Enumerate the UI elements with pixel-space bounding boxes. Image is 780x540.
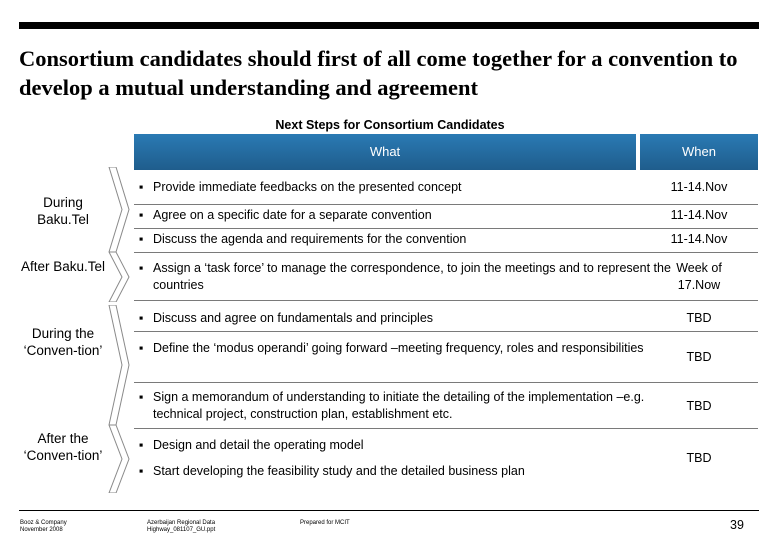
item-text: Discuss the agenda and requirements for the convention <box>153 232 467 246</box>
footer-rule <box>19 510 759 511</box>
table-subtitle: Next Steps for Consortium Candidates <box>275 118 505 132</box>
phase-label-after-convention: After the ‘Conven-tion’ <box>23 431 103 463</box>
bullet-icon: ▪ <box>139 341 144 355</box>
when-value: 11-14.Nov <box>670 208 728 222</box>
header-what <box>134 134 636 170</box>
item-text: Sign a memorandum of understanding to initiate the detailing of the implementation –e.g. technical project, construction plan, establishment etc. <box>153 390 645 421</box>
list-item <box>139 389 673 423</box>
bullet-icon: ▪ <box>139 232 144 246</box>
footer-prepared-for: Prepared for MCIT <box>300 520 350 526</box>
header-when-label: When <box>682 144 716 159</box>
list-item <box>139 231 673 248</box>
item-text: Design and detail the operating model <box>153 438 364 452</box>
phase-chevron <box>108 305 130 425</box>
row-divider <box>134 252 758 253</box>
row-divider <box>134 382 758 383</box>
item-text: Define the ‘modus operandi’ going forward –meeting frequency, roles and responsibilities <box>153 341 644 355</box>
when-value: 11-14.Nov <box>670 180 728 194</box>
when-value: TBD <box>686 399 712 413</box>
item-text: Discuss and agree on fundamentals and principles <box>153 311 434 325</box>
header-what-label: What <box>369 144 401 159</box>
bullet-icon: ▪ <box>139 390 144 404</box>
footer-file-name: Highway_081107_GU.ppt <box>147 527 216 533</box>
list-item <box>139 207 673 224</box>
bullet-icon: ▪ <box>139 180 144 194</box>
item-text: Provide immediate feedbacks on the presented concept <box>153 180 462 194</box>
top-bar <box>19 22 759 29</box>
slide-title: Consortium candidates should first of all come together for a convention to develop a mutual understanding and agreement <box>19 46 738 100</box>
bullet-icon: ▪ <box>139 464 144 478</box>
footer-file <box>147 520 215 534</box>
row-divider <box>134 228 758 229</box>
footer-file-title: Azerbaijan Regional Data <box>147 520 216 526</box>
item-text: Agree on a specific date for a separate convention <box>153 208 432 222</box>
list-item <box>139 260 673 294</box>
phase-label-during-bakutel: During Baku.Tel <box>37 195 89 227</box>
footer-date: November 2008 <box>20 527 63 533</box>
list-item <box>139 437 673 454</box>
when-value: TBD <box>686 451 712 465</box>
item-text: Start developing the feasibility study and the detailed business plan <box>153 464 525 478</box>
item-text: Assign a ‘task force’ to manage the correspondence, to join the meetings and to represent the countries <box>153 261 671 292</box>
when-value: TBD <box>686 350 712 364</box>
phase-label-during-convention: During the ‘Conven-tion’ <box>23 326 103 358</box>
phase-label-after-bakutel: After Baku.Tel <box>20 259 106 274</box>
phase-chevron <box>108 167 130 252</box>
footer-company-name: Booz & Company <box>20 520 67 526</box>
when-value: 11-14.Nov <box>670 232 728 246</box>
row-divider <box>134 204 758 205</box>
bullet-icon: ▪ <box>139 208 144 222</box>
phase-chevron <box>108 252 130 302</box>
row-divider <box>134 331 758 332</box>
bullet-icon: ▪ <box>139 438 144 452</box>
bullet-icon: ▪ <box>139 311 144 325</box>
when-value: Week of 17.Now <box>676 261 722 292</box>
phase-chevron <box>108 425 130 493</box>
row-divider <box>134 300 758 301</box>
when-value: TBD <box>686 311 712 325</box>
list-item <box>139 463 673 480</box>
list-item <box>139 310 673 327</box>
list-item <box>139 179 673 196</box>
row-divider <box>134 428 758 429</box>
page-number: 39 <box>730 518 744 532</box>
footer-company <box>20 520 67 534</box>
bullet-icon: ▪ <box>139 261 144 275</box>
header-when <box>640 134 758 170</box>
list-item <box>139 340 673 357</box>
